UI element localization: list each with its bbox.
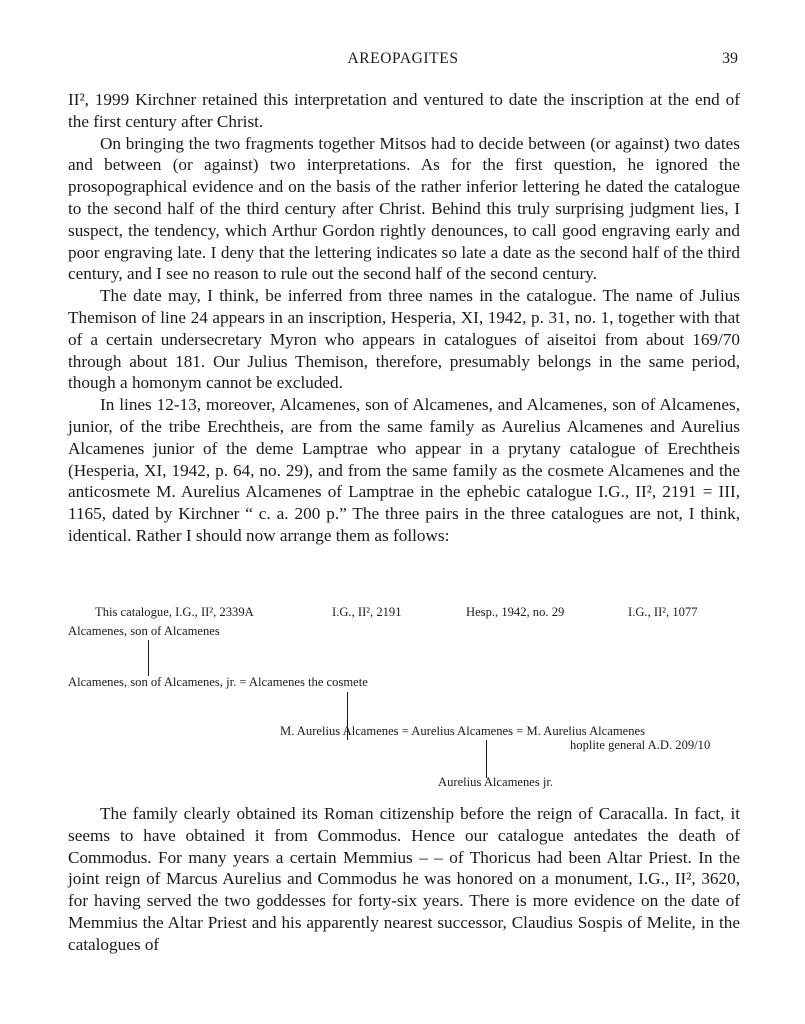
paragraph-citizenship: The family clearly obtained its Roman citizenship before the reign of Caracalla. In fact, it seems to have obtained it from Commodus. Hence our catalogue antedates the death of Commodus. For many years a certain Memmius – – of Thoricus had been Altar Priest. In the joint reign of Marcus Aurelius and Commodus he was honored on a monument, I.G., II², 3620, for having served the two goddesses for forty-six years. There is more evidence on the date of Memmius the Altar Priest and his apparently nearest successor, Claudius Sospis of Melite, in the catalogues of bbox=[68, 804, 740, 954]
page-number: 39 bbox=[722, 50, 738, 67]
stemma-row-3-note: hoplite general A.D. 209/10 bbox=[570, 738, 711, 752]
paragraph-mitsos: On bringing the two fragments together Mitsos had to decide between (or against) two dates and between (or against) two interpretations. As for the first question, he ignored the prosopographical evidence and on the basis of the rather inferior lettering he dated the catalogue to the second half of the third century after Christ. Behind this truly surprising judgment lies, I suspect, the tendency, which Arthur Gordon rightly denounces, to call good engraving early and poor engraving late. I deny that the lettering indicates so late a date as the second half of the third century, and I see no reason to rule out the second half of the second century. bbox=[68, 133, 740, 284]
paragraph-lines-12-13: In lines 12-13, moreover, Alcamenes, son of Alcamenes, and Alcamenes, son of Alcamenes, junior, of the tribe Erechtheis, are from the same family as Aurelius Alcamenes and Aurelius Alcamenes junior of the deme Lamptrae who appear in a prytany catalogue of Erechtheis (Hesperia, XI, 1942, p. 64, no. 29), and from the same family as the cosmete Alcamenes and the anticosmete M. Aurelius Alcamenes of Lamptrae in the ephebic catalogue I.G., II², 2191 = III, 1165, dated by Kirchner “ c. a. 200 p.” The three pairs in the three catalogues are not, I think, identical. Rather I should now arrange them as follows: bbox=[68, 395, 740, 545]
running-title: AREOPAGITES bbox=[347, 50, 459, 67]
stemma-column-ig-1077: I.G., II², 1077 bbox=[628, 605, 698, 619]
page-header bbox=[68, 50, 738, 72]
stemma-row-2: Alcamenes, son of Alcamenes, jr. = Alcamenes the cosmete bbox=[68, 675, 368, 689]
body-text-bottom bbox=[68, 803, 740, 956]
stemma-line-1 bbox=[148, 640, 149, 676]
body-text-top bbox=[68, 89, 740, 547]
stemma-column-hesperia: Hesp., 1942, no. 29 bbox=[466, 605, 565, 619]
stemma-row-4: Aurelius Alcamenes jr. bbox=[438, 775, 554, 789]
paragraph-continuation: II², 1999 Kirchner retained this interpretation and ventured to date the inscription at the end of the first century after Christ. bbox=[68, 90, 740, 131]
stemma-row-3: M. Aurelius Alcamenes = Aurelius Alcamenes = M. Aurelius Alcamenes bbox=[280, 724, 646, 738]
paragraph-date: The date may, I think, be inferred from three names in the catalogue. The name of Julius Themison of line 24 appears in an inscription, Hesperia, XI, 1942, p. 31, no. 1, together with that of a certain undersecretary Myron who appears in catalogues of aiseitoi from about 169/70 through about 181. Our Julius Themison, therefore, presumably belongs in the same period, though a homonym cannot be excluded. bbox=[68, 286, 740, 393]
stemma-row-1: Alcamenes, son of Alcamenes bbox=[68, 624, 220, 638]
stemma-column-ig-2191: I.G., II², 2191 bbox=[332, 605, 402, 619]
stemma-column-this-catalogue: This catalogue, I.G., II², 2339A bbox=[95, 605, 254, 619]
stemma-line-3 bbox=[486, 740, 487, 778]
